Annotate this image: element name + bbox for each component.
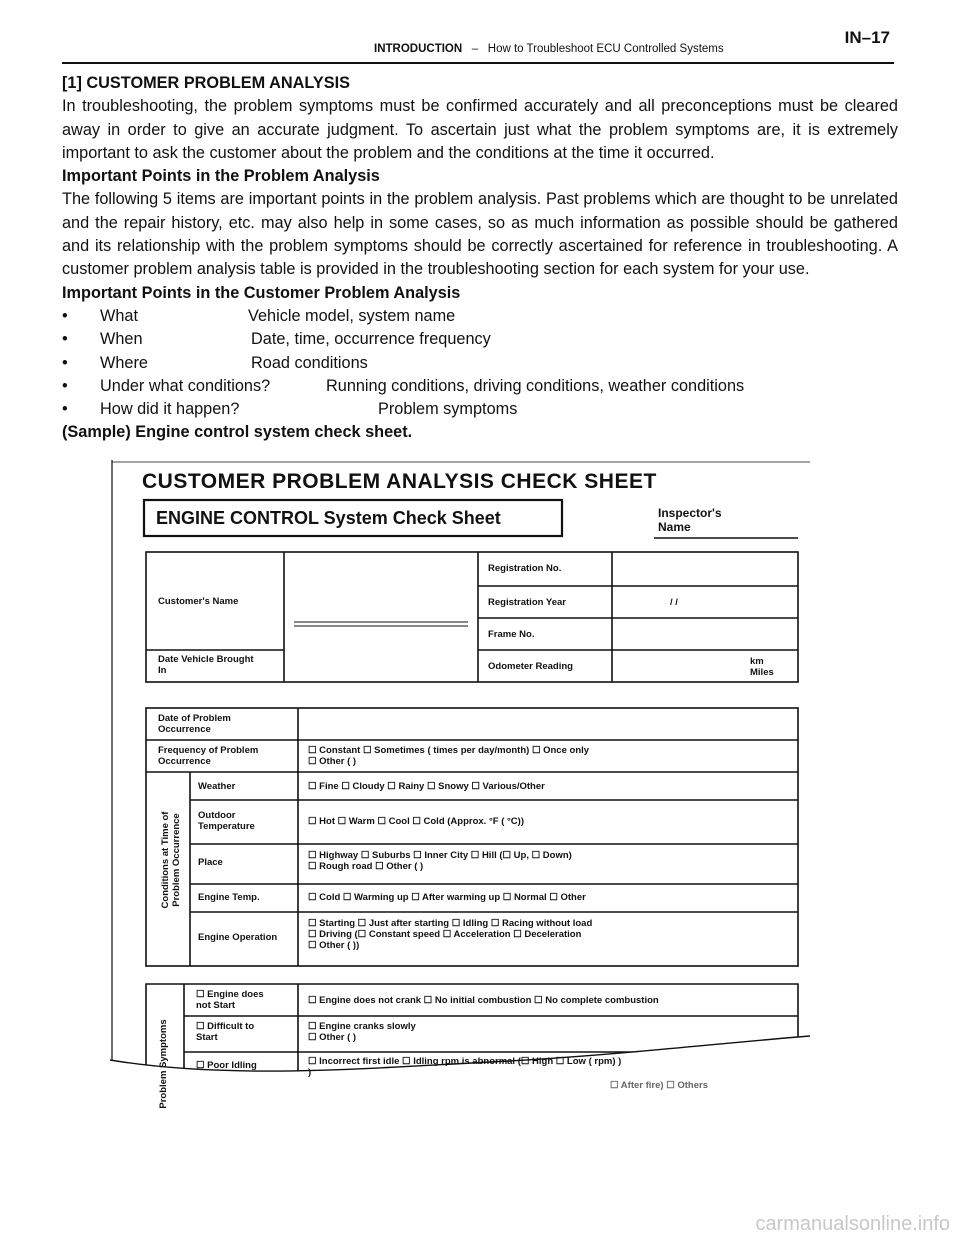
date-problem-label: Date of Problem Occurrence <box>158 713 231 735</box>
check-sheet-image <box>110 460 810 1124</box>
km-miles-label: km Miles <box>750 656 774 678</box>
page-number: IN–17 <box>844 28 890 47</box>
registration-year-label: Registration Year <box>488 597 566 608</box>
bullet-glyph: • <box>62 376 68 395</box>
header-separator: – <box>471 43 479 55</box>
registration-no-label: Registration No. <box>488 563 562 574</box>
operation-options: ☐ Starting ☐ Just after starting ☐ Idling ☐ Racing without load ☐ Driving (☐ Constant speed ☐ Acceleration ☐ Deceleration ☐ Other ( )) <box>308 918 593 951</box>
odometer-label: Odometer Reading <box>488 661 573 672</box>
place-label: Place <box>198 857 223 868</box>
list-item-where <box>62 352 898 375</box>
frame-no-label: Frame No. <box>488 629 535 640</box>
list-item-value: Problem symptoms <box>378 400 518 419</box>
watermark: carmanualsonline.info <box>755 1213 950 1235</box>
list-item-value: Date, time, occurrence frequency <box>251 330 491 349</box>
sheet-subtitle: ENGINE CONTROL System Check Sheet <box>156 508 501 528</box>
heading-customer-points: Important Points in the Customer Problem Analysis <box>62 283 461 302</box>
list-item-how <box>62 398 898 421</box>
paragraph-intro: In troubleshooting, the problem symptoms must be confirmed accurately and all preconceptions must be cleared away in order to give an accurate judgment. To ascertain just what the problem symptoms are, it is extremely important to ask the customer about the problem and the conditions at the time it occurred. <box>62 97 898 162</box>
engine-temp-options: ☐ Cold ☐ Warming up ☐ After warming up ☐ Normal ☐ Other <box>308 892 586 903</box>
list-item-value: Running conditions, driving conditions, weather conditions <box>326 376 745 395</box>
list-item-key: Where <box>100 353 148 372</box>
weather-options: ☐ Fine ☐ Cloudy ☐ Rainy ☐ Snowy ☐ Various/Other <box>308 781 545 792</box>
registration-year-slashes: / / <box>670 597 678 608</box>
engine-temp-label: Engine Temp. <box>198 892 260 903</box>
list-item-key: What <box>100 306 139 325</box>
bullet-glyph: • <box>62 330 68 349</box>
list-item-value: Vehicle model, system name <box>248 306 456 325</box>
freq-problem-label: Frequency of Problem Occurrence <box>158 745 259 767</box>
list-item-what <box>62 305 898 328</box>
heading-important-points: Important Points in the Problem Analysis <box>62 167 380 186</box>
list-item-value: Road conditions <box>251 353 368 372</box>
header-subtitle: How to Troubleshoot ECU Controlled Systems <box>487 43 724 55</box>
list-item-key: Under what conditions? <box>100 376 271 395</box>
freq-options: ☐ Constant ☐ Sometimes ( times per day/month) ☐ Once only ☐ Other ( ) <box>308 745 590 767</box>
engine-not-start-label: ☐ Engine does not Start <box>196 989 264 1011</box>
weather-label: Weather <box>198 781 236 792</box>
bullet-glyph: • <box>62 306 68 325</box>
place-options: ☐ Highway ☐ Suburbs ☐ Inner City ☐ Hill (☐ Up, ☐ Down) ☐ Rough road ☐ Other ( ) <box>308 850 572 872</box>
date-brought-label: Date Vehicle Brought In <box>158 654 254 676</box>
list-item-key: When <box>100 330 143 349</box>
idling-options: ☐ Incorrect first idle ☐ Idling rpm is abnormal (☐ High ☐ Low ( rpm) ) ) <box>308 1056 622 1078</box>
outdoor-temp-label: Outdoor Temperature <box>198 810 255 832</box>
header-title <box>374 43 724 55</box>
poor-idling-label: ☐ Poor Idling <box>196 1060 257 1071</box>
engine-operation-label: Engine Operation <box>198 932 278 943</box>
list-item-key: How did it happen? <box>100 400 240 419</box>
paragraph-points: The following 5 items are important points in the problem analysis. Past problems which are thought to be unrelated and the repair history, etc. may also help in some cases, so as much information as possible should be gathered and its relationship with the problem symptoms should be correctly ascertained for reference in troubleshooting. A customer problem analysis table is provided in the troubleshooting section for each system for your use. <box>62 190 898 279</box>
symptoms-vertical-label: Problem Symptoms <box>158 1019 169 1109</box>
inspector-name-label: Inspector's Name <box>658 506 722 534</box>
temperature-options: ☐ Hot ☐ Warm ☐ Cool ☐ Cold (Approx. °F ( °C)) <box>308 816 524 827</box>
sheet-title: CUSTOMER PROBLEM ANALYSIS CHECK SHEET <box>142 470 657 493</box>
heading-customer-problem-analysis: [1] CUSTOMER PROBLEM ANALYSIS <box>62 74 350 92</box>
list-item-conditions <box>62 375 898 398</box>
list-item-when <box>62 328 898 351</box>
difficult-start-options: ☐ Engine cranks slowly ☐ Other ( ) <box>308 1021 416 1043</box>
header-section: INTRODUCTION <box>374 43 463 55</box>
bullet-glyph: • <box>62 353 68 372</box>
document-body <box>62 72 898 445</box>
afterfire-options: ☐ After fire) ☐ Others <box>610 1080 708 1091</box>
not-start-options: ☐ Engine does not crank ☐ No initial combustion ☐ No complete combustion <box>308 995 659 1006</box>
conditions-vertical-label: Conditions at Time of Problem Occurrence <box>160 811 182 909</box>
difficult-start-label: ☐ Difficult to Start <box>196 1021 255 1043</box>
customer-name-label: Customer's Name <box>158 596 239 607</box>
bullet-glyph: • <box>62 400 68 419</box>
page-header <box>62 26 894 64</box>
figure-caption: (Sample) Engine control system check sheet. <box>62 423 413 442</box>
